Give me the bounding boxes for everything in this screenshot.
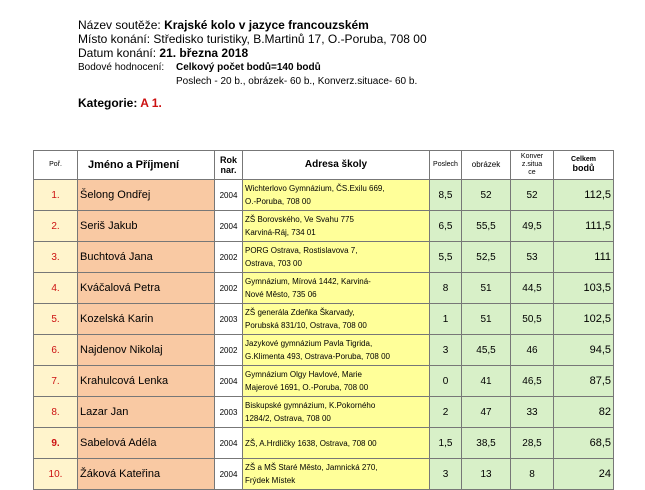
listening-cell: 8,5 — [430, 180, 462, 211]
results-table — [33, 150, 614, 490]
table-row — [34, 273, 614, 304]
rank-cell: 7. — [34, 366, 78, 397]
conversation-cell: 49,5 — [511, 211, 554, 242]
rank-cell: 4. — [34, 273, 78, 304]
address-cell — [243, 211, 430, 242]
year-cell: 2003 — [215, 304, 243, 335]
picture-cell: 51 — [462, 273, 511, 304]
address-cell — [243, 335, 430, 366]
name-cell: Najdenov Nikolaj — [78, 335, 215, 366]
listening-cell: 0 — [430, 366, 462, 397]
year-cell: 2004 — [215, 366, 243, 397]
rank-cell: 5. — [34, 304, 78, 335]
venue-line — [78, 32, 427, 46]
address-line-2: Karviná-Ráj, 734 01 — [245, 228, 316, 237]
listening-cell: 1 — [430, 304, 462, 335]
rank-cell: 9. — [34, 428, 78, 459]
listening-cell: 3 — [430, 335, 462, 366]
year-cell: 2004 — [215, 211, 243, 242]
contest-name-line — [78, 18, 369, 32]
date-value: 21. března 2018 — [159, 46, 249, 60]
address-line-1: PORG Ostrava, Rostislavova 7, — [245, 246, 358, 255]
total-cell: 111,5 — [554, 211, 614, 242]
col-conversation — [511, 151, 554, 180]
total-cell: 68,5 — [554, 428, 614, 459]
listening-cell: 3 — [430, 459, 462, 490]
listening-cell: 6,5 — [430, 211, 462, 242]
category-label: Kategorie: — [78, 96, 138, 110]
name-cell: Kváčalová Petra — [78, 273, 215, 304]
listening-cell: 8 — [430, 273, 462, 304]
year-cell: 2002 — [215, 273, 243, 304]
table-row — [34, 211, 614, 242]
address-cell — [243, 273, 430, 304]
name-cell: Sabelová Adéla — [78, 428, 215, 459]
picture-cell: 13 — [462, 459, 511, 490]
conversation-cell: 28,5 — [511, 428, 554, 459]
address-line-1: Gymnázium, Mírová 1442, Karviná- — [245, 277, 371, 286]
address-line-2: Frýdek Místek — [245, 476, 296, 485]
total-cell: 112,5 — [554, 180, 614, 211]
col-name: Jméno a Příjmení — [78, 151, 215, 180]
total-cell: 24 — [554, 459, 614, 490]
address-line-1: ZŠ a MŠ Staré Město, Jamnická 270, — [245, 463, 378, 472]
picture-cell: 51 — [462, 304, 511, 335]
col-conv-3: ce — [528, 169, 536, 176]
table-header-row — [34, 151, 614, 180]
conversation-cell: 52 — [511, 180, 554, 211]
conversation-cell: 8 — [511, 459, 554, 490]
col-total-1: Celkem — [571, 156, 596, 163]
year-cell: 2004 — [215, 459, 243, 490]
address-cell — [243, 304, 430, 335]
table-row — [34, 397, 614, 428]
conversation-cell: 44,5 — [511, 273, 554, 304]
scoring-label: Bodové hodnocení: — [78, 62, 165, 73]
venue-label: Místo konání: — [78, 32, 151, 46]
name-cell: Krahulcová Lenka — [78, 366, 215, 397]
category-line — [78, 96, 162, 110]
address-cell — [243, 459, 430, 490]
address-line-1: Jazykové gymnázium Pavla Tigrida, — [245, 339, 373, 348]
contest-value: Krajské kolo v jazyce francouzském — [164, 18, 369, 32]
total-cell: 82 — [554, 397, 614, 428]
picture-cell: 38,5 — [462, 428, 511, 459]
rank-cell: 10. — [34, 459, 78, 490]
total-cell: 87,5 — [554, 366, 614, 397]
total-cell: 102,5 — [554, 304, 614, 335]
contest-label: Název soutěže: — [78, 18, 161, 32]
conversation-cell: 46,5 — [511, 366, 554, 397]
col-picture: obrázek — [462, 151, 511, 180]
address-line-2: Nové Město, 735 06 — [245, 290, 317, 299]
scoring-total: Celkový počet bodů=140 bodů — [176, 62, 321, 73]
address-line-2: O.-Poruba, 708 00 — [245, 197, 311, 206]
conversation-cell: 53 — [511, 242, 554, 273]
listening-cell: 1,5 — [430, 428, 462, 459]
year-cell: 2003 — [215, 397, 243, 428]
col-year — [215, 151, 243, 180]
date-label: Datum konání: — [78, 46, 157, 60]
rank-cell: 6. — [34, 335, 78, 366]
address-line-2: G.Klimenta 493, Ostrava-Poruba, 708 00 — [245, 352, 390, 361]
address-cell — [243, 366, 430, 397]
col-conv-1: Konver — [520, 153, 544, 160]
listening-cell: 2 — [430, 397, 462, 428]
listening-cell: 5,5 — [430, 242, 462, 273]
address-cell — [243, 397, 430, 428]
name-cell: Seriš Jakub — [78, 211, 215, 242]
table-row — [34, 242, 614, 273]
col-total — [554, 151, 614, 180]
table-row — [34, 459, 614, 490]
date-line — [78, 46, 248, 60]
table-row — [34, 428, 614, 459]
table-row — [34, 304, 614, 335]
table-row — [34, 335, 614, 366]
year-cell: 2002 — [215, 335, 243, 366]
name-cell: Lazar Jan — [78, 397, 215, 428]
name-cell: Buchtová Jana — [78, 242, 215, 273]
rank-cell: 8. — [34, 397, 78, 428]
total-cell: 111 — [554, 242, 614, 273]
name-cell: Žáková Kateřina — [78, 459, 215, 490]
address-cell — [243, 242, 430, 273]
address-cell — [243, 180, 430, 211]
address-line-1: ZŠ, A.Hrdličky 1638, Ostrava, 708 00 — [245, 438, 377, 448]
rank-cell: 3. — [34, 242, 78, 273]
address-line-2: Majerové 1691, O.-Poruba, 708 00 — [245, 383, 369, 392]
address-line-1: Wichterlovo Gymnázium, ČS.Exilu 669, — [245, 184, 385, 193]
table-row — [34, 366, 614, 397]
scoring-parts: Poslech - 20 b., obrázek- 60 b., Konverz.situace- 60 b. — [176, 76, 418, 87]
name-cell: Kozelská Karin — [78, 304, 215, 335]
address-line-1: ZŠ generála Zdeňka Škarvady, — [245, 308, 355, 317]
total-cell: 94,5 — [554, 335, 614, 366]
table-row — [34, 180, 614, 211]
col-rank: Poř. — [34, 151, 78, 180]
address-line-2: Porubská 831/10, Ostrava, 708 00 — [245, 321, 367, 330]
picture-cell: 52 — [462, 180, 511, 211]
year-cell: 2004 — [215, 428, 243, 459]
conversation-cell: 46 — [511, 335, 554, 366]
address-line-1: Biskupské gymnázium, K.Pokorného — [245, 401, 376, 410]
col-total-2: bodů — [572, 163, 595, 173]
col-year-2: nar. — [220, 165, 237, 175]
conversation-cell: 50,5 — [511, 304, 554, 335]
address-line-2: 1284/2, Ostrava, 708 00 — [245, 414, 331, 423]
picture-cell: 55,5 — [462, 211, 511, 242]
scoring-line — [78, 61, 321, 75]
picture-cell: 47 — [462, 397, 511, 428]
name-cell: Šelong Ondřej — [78, 180, 215, 211]
rank-cell: 1. — [34, 180, 78, 211]
conversation-cell: 33 — [511, 397, 554, 428]
col-conv-2: z.situa — [521, 161, 543, 168]
address-line-1: ZŠ Borovského, Ve Svahu 775 — [245, 215, 354, 224]
col-address: Adresa školy — [243, 151, 430, 180]
year-cell: 2004 — [215, 180, 243, 211]
picture-cell: 41 — [462, 366, 511, 397]
address-line-2: Ostrava, 703 00 — [245, 259, 302, 268]
year-cell: 2002 — [215, 242, 243, 273]
picture-cell: 52,5 — [462, 242, 511, 273]
address-cell — [243, 428, 430, 459]
total-cell: 103,5 — [554, 273, 614, 304]
col-year-1: Rok — [219, 155, 237, 165]
picture-cell: 45,5 — [462, 335, 511, 366]
venue-value: Středisko turistiky, B.Martinů 17, O.-Poruba, 708 00 — [153, 32, 427, 46]
rank-cell: 2. — [34, 211, 78, 242]
address-line-1: Gymnázium Olgy Havlové, Marie — [245, 370, 362, 379]
category-value: A 1. — [140, 96, 162, 110]
col-listening: Poslech — [430, 151, 462, 180]
